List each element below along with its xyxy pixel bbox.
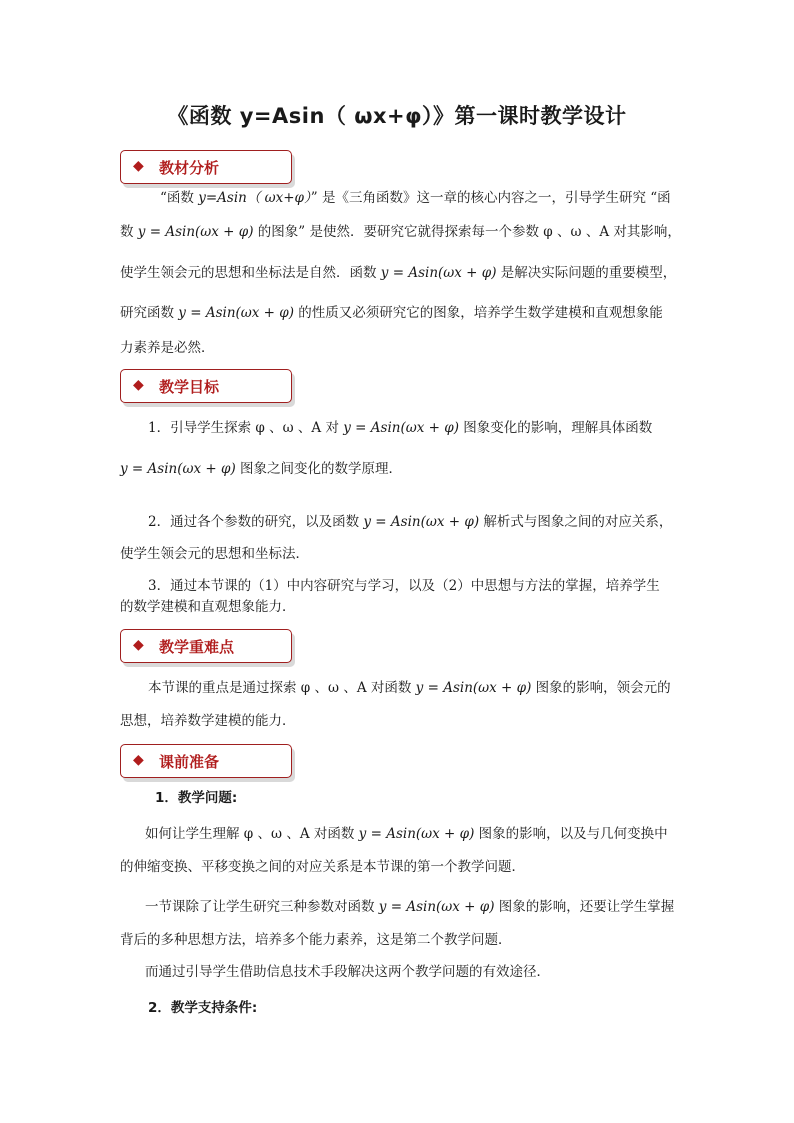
paragraph-line: 如何让学生理解 φ 、ω 、A 对函数 y = Asin(ωx + φ) 图象的影响，以及与几何变换中 [145, 826, 668, 842]
paragraph-line: “函数 y=Asin（ ωx+φ）” 是《三角函数》这一章的核心内容之一，引导学生研究 “函 [160, 190, 671, 206]
paragraph-line: 使学生领会元的思想和坐标法是自然．函数 y = Asin(ωx + φ) 是解决实际问题的重要模型， [120, 265, 677, 281]
subheading: 1．教学问题: [155, 790, 238, 806]
paragraph-line: 研究函数 y = Asin(ωx + φ) 的性质又必须研究它的图象，培养学生数学建模和直观想象能 [120, 305, 663, 321]
goal-item: 的数学建模和直观想象能力． [120, 599, 296, 615]
goal-item: 使学生领会元的思想和坐标法． [120, 546, 309, 562]
paragraph-line: 一节课除了让学生研究三种参数对函数 y = Asin(ωx + φ) 图象的影响，还要让学生掌握 [145, 899, 675, 915]
goal-item: 3．通过本节课的（1）中内容研究与学习，以及（2）中思想与方法的掌握，培养学生 [148, 578, 660, 594]
goal-item: 2．通过各个参数的研究，以及函数 y = Asin(ωx + φ) 解析式与图象之间的对应关系， [148, 514, 673, 530]
section-header-textbook-analysis [120, 150, 292, 184]
paragraph-line: 力素养是必然． [120, 340, 215, 356]
section-header-class-prep [120, 744, 292, 778]
page-title: 《函数 y=Asin（ ωx+φ）》第一课时教学设计 [167, 104, 627, 128]
section-label: 教学重难点 [159, 638, 235, 656]
paragraph-line: 思想，培养数学建模的能力． [120, 713, 296, 729]
goal-item: y = Asin(ωx + φ) 图象之间变化的数学原理． [120, 461, 403, 477]
section-label: 教学目标 [159, 378, 220, 396]
section-header-key-points [120, 629, 292, 663]
diamond-icon: ◆ [133, 158, 144, 174]
paragraph-line: 背后的多种思想方法，培养多个能力素养，这是第二个教学问题． [120, 932, 512, 948]
paragraph-line: 本节课的重点是通过探索 φ 、ω 、A 对函数 y = Asin(ωx + φ) 图象的影响，领会元的 [148, 680, 671, 696]
paragraph-line: 的伸缩变换、平移变换之间的对应关系是本节课的第一个教学问题． [120, 859, 525, 875]
subheading: 2．教学支持条件: [148, 1000, 258, 1016]
paragraph-line: 而通过引导学生借助信息技术手段解决这两个教学问题的有效途径． [145, 964, 550, 980]
section-header-teaching-goals [120, 369, 292, 403]
diamond-icon: ◆ [133, 752, 144, 768]
goal-item: 1．引导学生探索 φ 、ω 、A 对 y = Asin(ωx + φ) 图象变化的影响，理解具体函数 [148, 420, 653, 436]
section-label: 课前准备 [159, 753, 220, 771]
section-label: 教材分析 [159, 159, 220, 177]
diamond-icon: ◆ [133, 637, 144, 653]
paragraph-line: 数 y = Asin(ωx + φ) 的图象” 是使然．要研究它就得探索每一个参数 φ 、ω 、A 对其影响， [120, 224, 681, 240]
diamond-icon: ◆ [133, 377, 144, 393]
